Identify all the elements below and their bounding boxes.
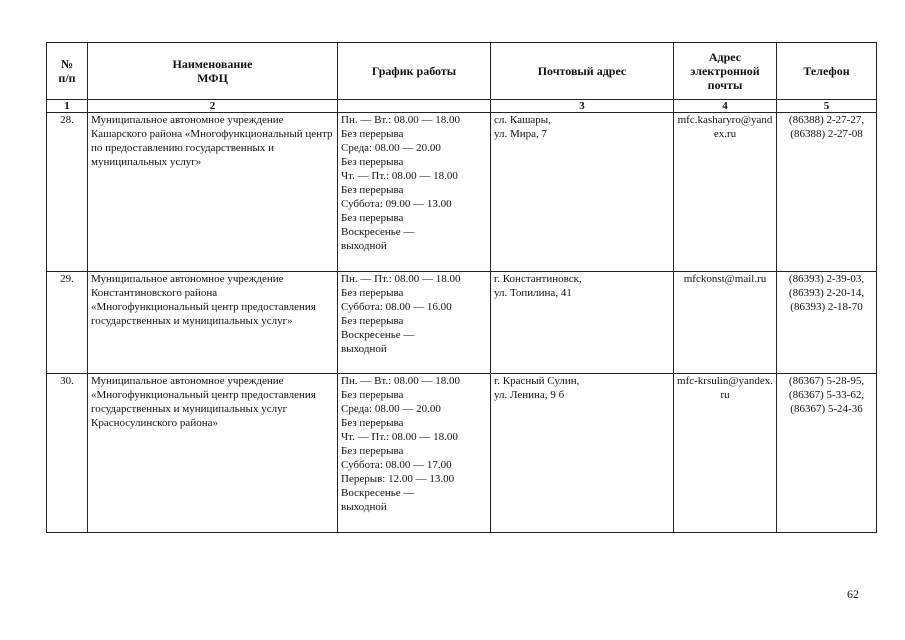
col-number bbox=[338, 100, 491, 113]
schedule-cell-line: выходной bbox=[341, 240, 387, 252]
table-row bbox=[47, 113, 877, 272]
header-schedule: График работы bbox=[338, 43, 491, 100]
phone-cell-line: (86367) 5-33-62, bbox=[788, 389, 865, 401]
address-cell bbox=[491, 113, 674, 272]
mfc-contacts-table bbox=[46, 42, 877, 533]
table-row bbox=[47, 272, 877, 374]
schedule-cell-line: Без перерыва bbox=[341, 184, 404, 196]
header-row bbox=[47, 43, 877, 100]
header-address: Почтовый адрес bbox=[491, 43, 674, 100]
address-cell-line: г. Красный Сулин, bbox=[494, 375, 580, 387]
schedule-cell-line: Чт. — Пт.: 08.00 — 18.00 bbox=[341, 431, 458, 443]
schedule-cell-line: Без перерыва bbox=[341, 445, 404, 457]
schedule-cell-line: выходной bbox=[341, 343, 387, 355]
mfc-name-cell: Муниципальное автономное учреждение Константиновского района «Многофункциональный центр предоставления государственных и муниципальных услуг» bbox=[88, 272, 338, 374]
table-row bbox=[47, 374, 877, 533]
page-number: 62 bbox=[847, 587, 859, 601]
schedule-cell-line: Перерыв: 12.00 — 13.00 bbox=[341, 473, 455, 485]
schedule-cell-line: Без перерыва bbox=[341, 389, 404, 401]
address-cell bbox=[491, 272, 674, 374]
row-number-cell: 29. bbox=[47, 272, 88, 374]
header-phone: Телефон bbox=[777, 43, 877, 100]
phone-cell bbox=[777, 374, 877, 533]
schedule-cell-line: Без перерыва bbox=[341, 128, 404, 140]
schedule-cell-line: Пн. — Вт.: 08.00 — 18.00 bbox=[341, 114, 460, 126]
address-cell-line: ул. Топилина, 41 bbox=[494, 287, 572, 299]
column-number-row bbox=[47, 100, 877, 113]
phone-cell bbox=[777, 272, 877, 374]
schedule-cell bbox=[338, 374, 491, 533]
schedule-cell-line: Без перерыва bbox=[341, 287, 404, 299]
schedule-cell-line: Суббота: 09.00 — 13.00 bbox=[341, 198, 452, 210]
phone-cell-line: (86393) 2-18-70 bbox=[790, 301, 863, 313]
schedule-cell-line: Воскресенье — bbox=[341, 487, 415, 499]
address-cell bbox=[491, 374, 674, 533]
header-num: № п/п bbox=[47, 43, 88, 100]
phone-cell-line: (86367) 5-24-36 bbox=[790, 403, 863, 415]
schedule-cell-line: Без перерыва bbox=[341, 417, 404, 429]
phone-cell-line: (86388) 2-27-27, bbox=[788, 114, 865, 126]
table-body bbox=[47, 113, 877, 533]
header-name: Наименование МФЦ bbox=[88, 43, 338, 100]
schedule-cell-line: Пн. — Пт.: 08.00 — 18.00 bbox=[341, 273, 461, 285]
schedule-cell-line: Среда: 08.00 — 20.00 bbox=[341, 142, 441, 154]
schedule-cell-line: Пн. — Вт.: 08.00 — 18.00 bbox=[341, 375, 460, 387]
schedule-cell-line: Чт. — Пт.: 08.00 — 18.00 bbox=[341, 170, 458, 182]
email-cell: mfc-krsulin@yandex.ru bbox=[674, 374, 777, 533]
col-number: 5 bbox=[777, 100, 877, 113]
address-cell-line: сл. Кашары, bbox=[494, 114, 551, 126]
col-number: 4 bbox=[674, 100, 777, 113]
email-cell: mfc.kasharyro@yandex.ru bbox=[674, 113, 777, 272]
address-cell-line: ул. Мира, 7 bbox=[494, 128, 548, 140]
address-cell-line: ул. Ленина, 9 б bbox=[494, 389, 565, 401]
schedule-cell-line: Суббота: 08.00 — 17.00 bbox=[341, 459, 452, 471]
row-number-cell: 28. bbox=[47, 113, 88, 272]
header-email: Адрес электронной почты bbox=[674, 43, 777, 100]
phone-cell-line: (86393) 2-20-14, bbox=[788, 287, 865, 299]
schedule-cell bbox=[338, 272, 491, 374]
schedule-cell-line: Воскресенье — bbox=[341, 329, 415, 341]
phone-cell-line: (86388) 2-27-08 bbox=[790, 128, 863, 140]
schedule-cell bbox=[338, 113, 491, 272]
schedule-cell-line: Без перерыва bbox=[341, 212, 404, 224]
col-number: 2 bbox=[88, 100, 338, 113]
email-cell: mfckonst@mail.ru bbox=[674, 272, 777, 374]
col-number: 3 bbox=[491, 100, 674, 113]
phone-cell bbox=[777, 113, 877, 272]
mfc-name-cell: Муниципальное автономное учреждение «Многофункциональный центр предоставления государственных и муниципальных услуг Красносулинского района» bbox=[88, 374, 338, 533]
mfc-name-cell: Муниципальное автономное учреждение Кашарского района «Многофункциональный центр по предоставлению государственных и муниципальных услуг» bbox=[88, 113, 338, 272]
schedule-cell-line: Среда: 08.00 — 20.00 bbox=[341, 403, 441, 415]
phone-cell-line: (86367) 5-28-95, bbox=[788, 375, 865, 387]
schedule-cell-line: Воскресенье — bbox=[341, 226, 415, 238]
schedule-cell-line: Без перерыва bbox=[341, 156, 404, 168]
col-number: 1 bbox=[47, 100, 88, 113]
schedule-cell-line: выходной bbox=[341, 501, 387, 513]
schedule-cell-line: Без перерыва bbox=[341, 315, 404, 327]
address-cell-line: г. Константиновск, bbox=[494, 273, 582, 285]
row-number-cell: 30. bbox=[47, 374, 88, 533]
phone-cell-line: (86393) 2-39-03, bbox=[788, 273, 865, 285]
schedule-cell-line: Суббота: 08.00 — 16.00 bbox=[341, 301, 452, 313]
